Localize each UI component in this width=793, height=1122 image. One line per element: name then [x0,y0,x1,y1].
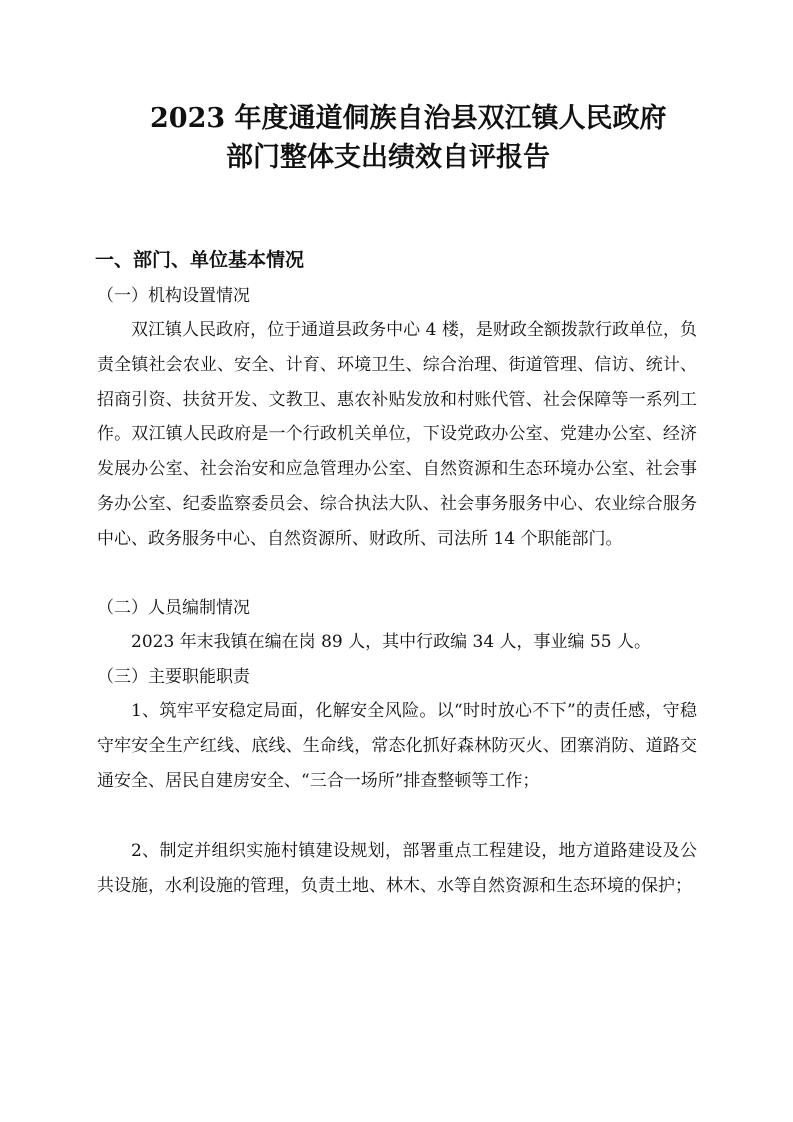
report-title-line-2: 部门整体支出绩效自评报告 [226,142,550,173]
report-title-line-1: 2023 年度通道侗族自治县双江镇人民政府 [150,103,667,134]
subsection-heading-organization: （一）机构设置情况 [97,286,250,306]
paragraph-staffing: 2023 年末我镇在编在岗 89 人，其中行政编 34 人，事业编 55 人。 [131,632,651,652]
paragraph-organization: 双江镇人民政府，位于通道县政务中心 4 楼，是财政全额拨款行政单位，负责全镇社会农业、安全、计育、环境卫生、综合治理、街道管理、信访、统计、招商引资、扶贫开发、文教卫、惠农补贴发放和村账代管、社会保障等一系列工作。双江镇人民政府是一个行政机关单位，下设党政办公室、党建办公室、经济发展办公室、社会治安和应急管理办公室、自然资源和生态环境办公室、社会事务办公室、纪委监察委员会、综合执法大队、社会事务服务中心、农业综合服务中心、政务服务中心、自然资源所、财政所、司法所 14 个职能部门。 [97,320,697,549]
section-heading-basic-info: 一、部门、单位基本情况 [95,249,305,271]
paragraph-duty-item-1: 1、筑牢平安稳定局面，化解安全风险。以“时时放心不下”的责任感，守稳守牢安全生产红线、底线、生命线，常态化抓好森林防灭火、团寨消防、道路交通安全、居民自建房安全、“三合一场所”排查整顿等工作； [97,701,697,791]
subsection-heading-duties: （三）主要职能职责 [97,667,250,687]
subsection-heading-staffing: （二）人员编制情况 [97,598,250,618]
paragraph-duty-item-2: 2、制定并组织实施村镇建设规划，部署重点工程建设，地方道路建设及公共设施，水利设施的管理，负责土地、林木、水等自然资源和生态环境的保护； [97,841,697,896]
